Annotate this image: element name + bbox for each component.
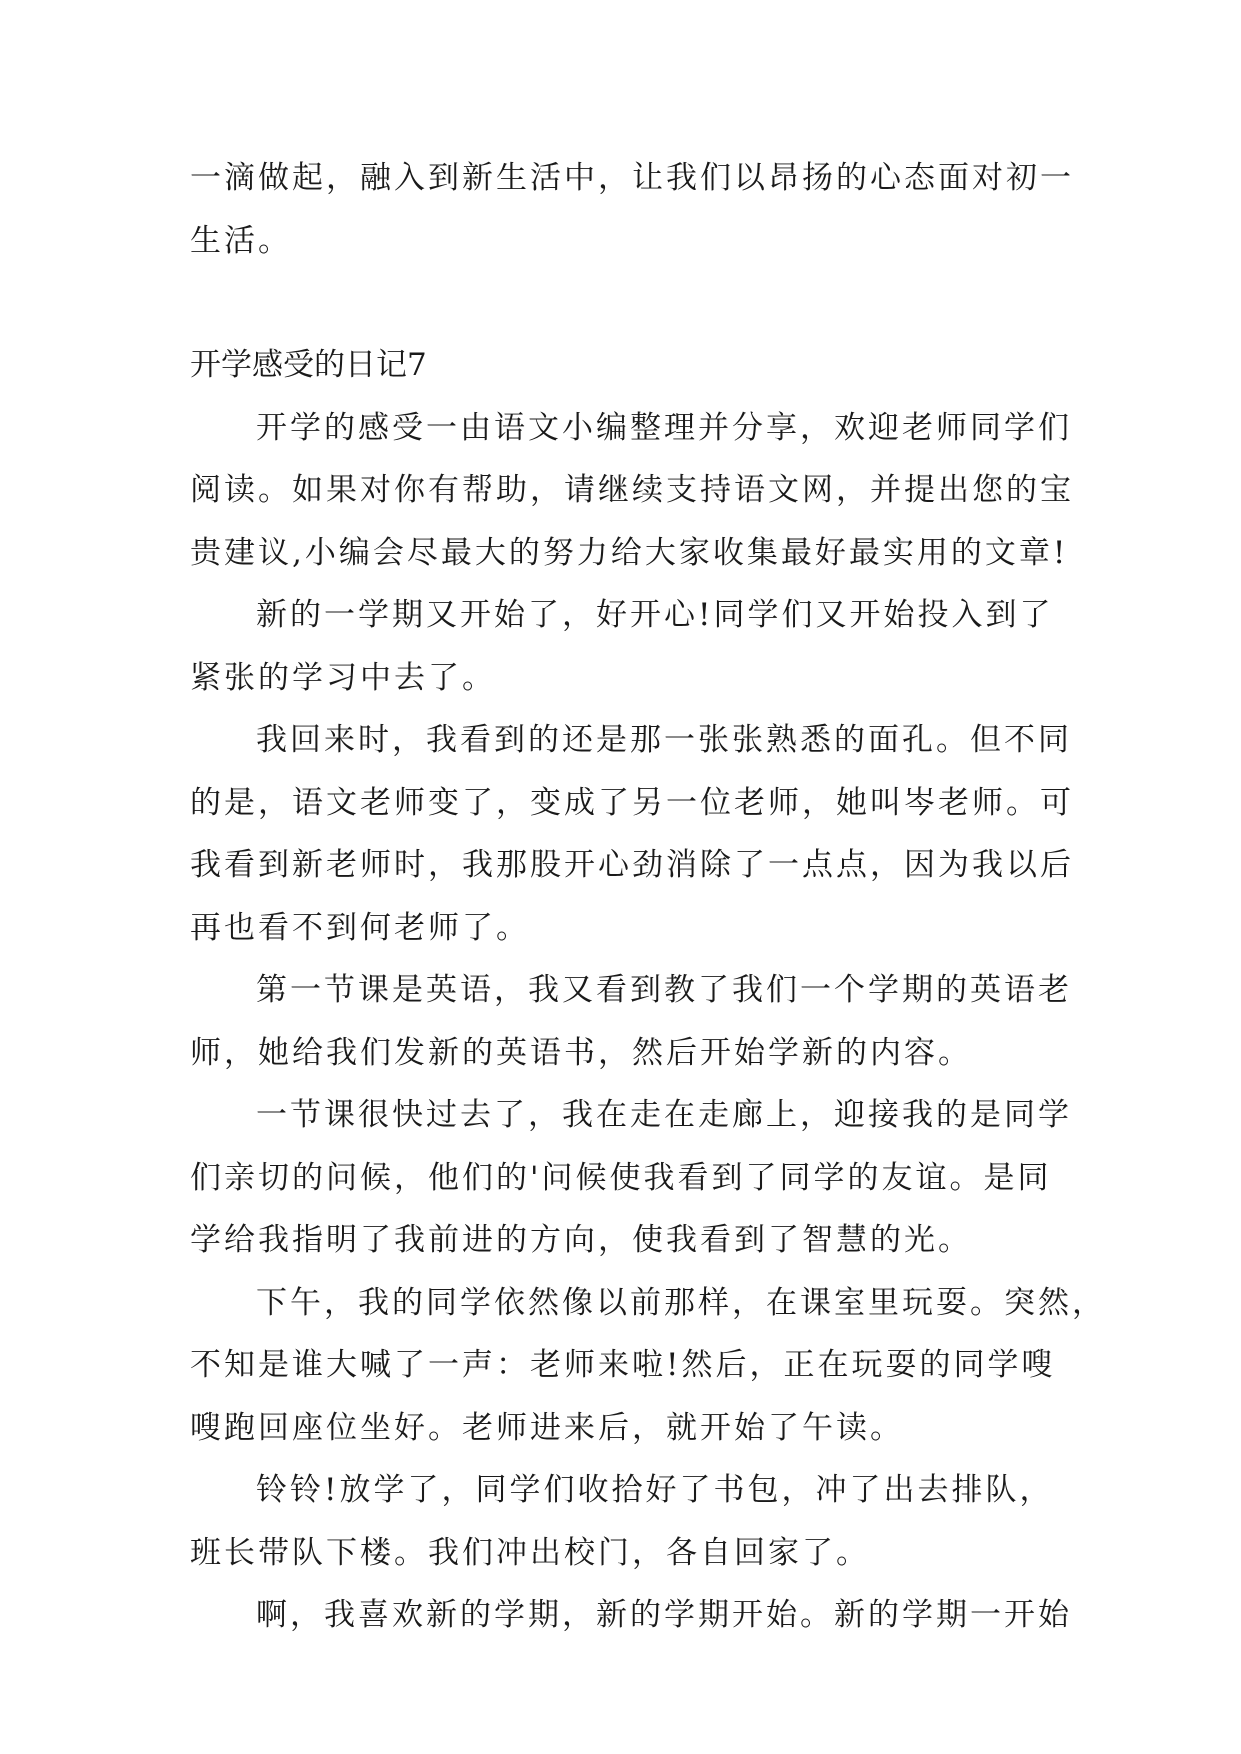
text-line: 师，她给我们发新的英语书，然后开始学新的内容。 bbox=[190, 1035, 972, 1071]
text-line: 下午，我的同学依然像以前那样，在课室里玩耍。突然， bbox=[256, 1285, 1106, 1321]
text-line: 紧张的学习中去了。 bbox=[190, 660, 496, 696]
text-line: 再也看不到何老师了。 bbox=[190, 910, 530, 946]
text-line: 我回来时，我看到的还是那一张张熟悉的面孔。但不同 bbox=[256, 722, 1072, 758]
section-heading: 开学感受的日记7 bbox=[190, 347, 427, 383]
text-line: 一节课很快过去了，我在走在走廊上，迎接我的是同学 bbox=[256, 1097, 1072, 1133]
text-line: 的是，语文老师变了，变成了另一位老师，她叫岑老师。可 bbox=[190, 785, 1074, 821]
text-line: 贵建议,小编会尽最大的努力给大家收集最好最实用的文章! bbox=[190, 535, 1069, 571]
text-line: 第一节课是英语，我又看到教了我们一个学期的英语老 bbox=[256, 972, 1072, 1008]
text-line: 开学的感受一由语文小编整理并分享，欢迎老师同学们 bbox=[256, 410, 1072, 446]
text-line: 生活。 bbox=[190, 223, 292, 259]
text-line: 不知是谁大喊了一声：老师来啦!然后，正在玩耍的同学嗖 bbox=[190, 1347, 1056, 1383]
text-line: 啊，我喜欢新的学期，新的学期开始。新的学期一开始 bbox=[256, 1597, 1072, 1633]
text-line: 一滴做起，融入到新生活中，让我们以昂扬的心态面对初一 bbox=[190, 160, 1074, 196]
text-line: 我看到新老师时，我那股开心劲消除了一点点，因为我以后 bbox=[190, 847, 1074, 883]
text-line: 们亲切的问候，他们的'问候使我看到了同学的友谊。是同 bbox=[190, 1160, 1052, 1196]
text-line: 学给我指明了我前进的方向，使我看到了智慧的光。 bbox=[190, 1222, 972, 1258]
text-line: 阅读。如果对你有帮助，请继续支持语文网，并提出您的宝 bbox=[190, 472, 1074, 508]
text-line: 铃铃!放学了，同学们收拾好了书包，冲了出去排队， bbox=[256, 1472, 1054, 1508]
text-line: 新的一学期又开始了，好开心!同学们又开始投入到了 bbox=[256, 597, 1054, 633]
text-line: 嗖跑回座位坐好。老师进来后，就开始了午读。 bbox=[190, 1410, 904, 1446]
text-line: 班长带队下楼。我们冲出校门，各自回家了。 bbox=[190, 1535, 870, 1571]
